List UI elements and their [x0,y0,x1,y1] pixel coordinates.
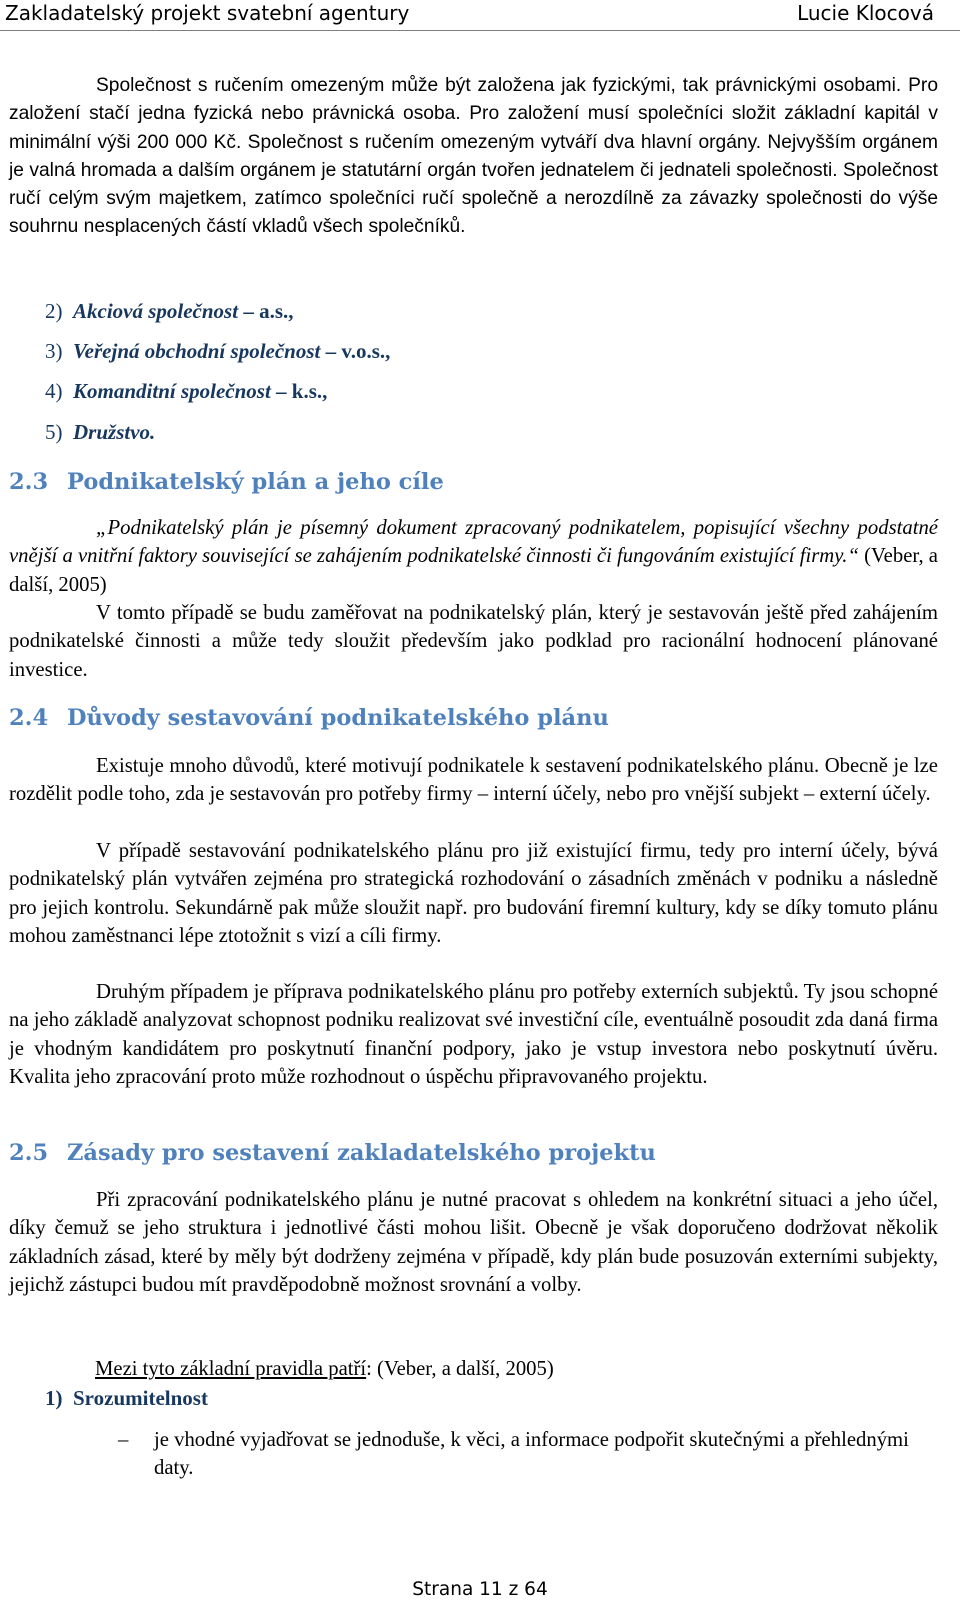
body-paragraph: Druhým případem je příprava podnikatelského plánu pro potřeby externích subjektů. Ty jsou schopné na jeho základě analyzovat schopnost podniku realizovat své investiční cíle, eventuálně posoudit zda daná firma je vhodným kandidátem pro poskytnutí finanční podpory, jako je vstup investora nebo poskytnutí úvěru. Kvalita jeho zpracování proto může rozhodnout o úspěchu připravovaného projektu. [9,981,938,1088]
list-item-abbr: – a.s., [238,299,294,323]
section-number: 2.3 [9,469,49,495]
list-item [45,337,390,365]
section-heading-2-3 [9,467,444,497]
list-item [45,418,155,446]
page-header [0,0,960,31]
section-title: Důvody sestavování podnikatelského plánu [67,705,609,731]
quote-paragraph [9,514,938,599]
quote-citation: (Veber, a další, 2005) [9,545,938,596]
list-item-name: Veřejná obchodní společnost [73,339,321,363]
rule-item [45,1384,208,1412]
rules-intro-citation: : (Veber, a další, 2005) [366,1358,554,1380]
body-paragraph: V tomto případě se budu zaměřovat na podnikatelský plán, který je sestavován ještě před zahájením podnikatelské činnosti a může tedy sloužit především jako podklad pro racionální hodnocení plánované investice. [9,602,938,681]
list-item-name: Akciová společnost [73,299,239,323]
list-item-number: 4) [45,379,63,403]
list-item-abbr: – k.s., [270,379,328,403]
list-item-name: Komanditní společnost [73,379,271,403]
rule-number: 1) [45,1386,63,1410]
bullet-item [118,1426,938,1483]
intro-paragraph: Společnost s ručením omezeným může být založena jak fyzickými, tak právnickými osobami. Pro založení stačí jedna fyzická nebo právnická osoba. Pro založení musí společníci složit základní kapitál v minimální výši 200 000 Kč. Společnost s ručením omezeným vytváří dva hlavní orgány. Nejvyšším orgánem je valná hromada a dalším orgánem je statutární orgán tvořen jednatelem či jednateli společnosti. Společnost ručí celým svým majetkem, zatímco společníci ručí společně a nerozdílně za závazky společnosti do výše souhrnu nesplacených částí vkladů všech společníků. [9,75,938,238]
section-title: Podnikatelský plán a jeho cíle [67,469,444,495]
section-heading-2-5 [9,1138,656,1168]
rules-intro [95,1355,554,1383]
rule-name: Srozumitelnost [73,1386,208,1410]
list-item [45,297,294,325]
list-item [45,377,327,405]
page-footer: Strana 11 z 64 [412,1579,548,1600]
body-paragraph: Při zpracování podnikatelského plánu je nutné pracovat s ohledem na konkrétní situaci a jeho účel, díky čemuž se jeho struktura i jednotlivé části mohou lišit. Obecně je však doporučeno dodržovat několik základních zásad, které by měly být dodrženy zejména v případě, kdy plán bude posuzován externími subjekty, jejichž zástupci budou mít pravděpodobně možnost srovnání a volby. [9,1189,938,1296]
section-number: 2.4 [9,705,49,731]
section-heading-2-4 [9,703,609,733]
section-number: 2.5 [9,1140,49,1166]
body-paragraph: V případě sestavování podnikatelského plánu pro již existující firmu, tedy pro interní účely, bývá podnikatelský plán vytvářen zejména pro strategická rozhodování o zásadních změnách v podniku a následně pro jejich kontrolu. Sekundárně pak může sloužit např. pro budování firemní kultury, kdy se díky tomuto plánu mohou zaměstnanci lépe ztotožnit s vizí a cíli firmy. [9,840,938,947]
bullet-text: je vhodné vyjadřovat se jednoduše, k věci, a informace podpořit skutečnými a přehlednými daty. [154,1429,909,1480]
dash-bullet-icon: – [118,1429,129,1451]
rules-intro-underlined: Mezi tyto základní pravidla patří [95,1358,367,1380]
list-item-number: 3) [45,339,63,363]
section-title: Zásady pro sestavení zakladatelského projektu [67,1140,656,1166]
body-paragraph: Existuje mnoho důvodů, které motivují podnikatele k sestavení podnikatelského plánu. Obecně je lze rozdělit podle toho, zda je sestavován pro potřeby firmy – interní účely, nebo pro vnější subjekt – externí účely. [9,755,938,806]
list-item-number: 2) [45,299,63,323]
list-item-name: Družstvo. [73,420,156,444]
header-author: Lucie Klocová [797,1,934,25]
list-item-number: 5) [45,420,63,444]
list-item-abbr: – v.o.s., [320,339,391,363]
definition-quote: „Podnikatelský plán je písemný dokument zpracovaný podnikatelem, popisující všechny podstatné vnější a vnitřní faktory související se zahájením podnikatelské činnosti či fungováním existující firmy.“ [9,517,938,568]
header-document-title: Zakladatelský projekt svatební agentury [5,1,410,25]
